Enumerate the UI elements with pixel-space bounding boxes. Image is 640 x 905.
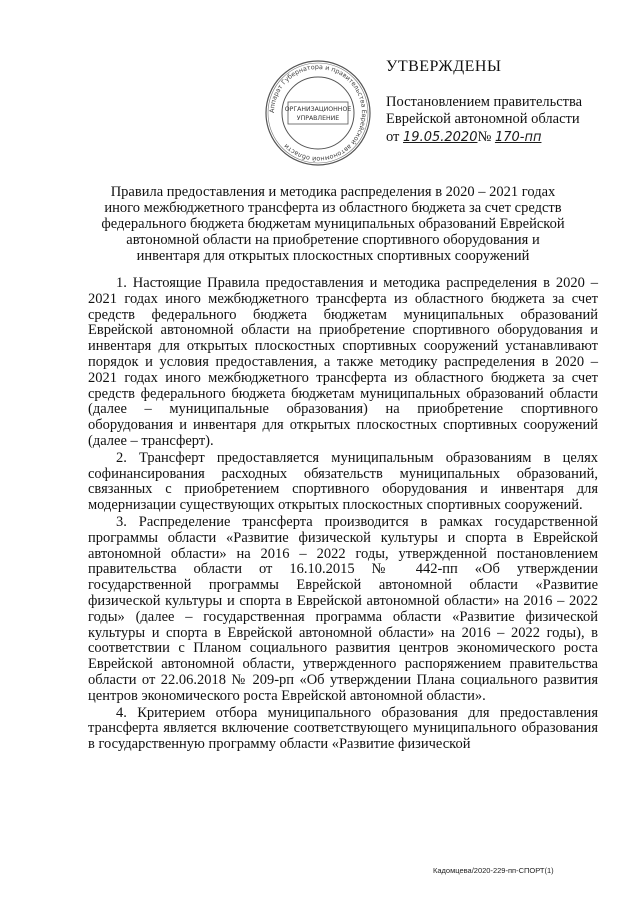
stamp-ring-text: Аппарат Губернатора и правительства Еврейской автономной области [267,62,369,164]
handwritten-date: 19.05.2020 [403,130,478,145]
handwritten-number: 170-пп [494,130,542,145]
document-heading: Правила предоставления и методика распределения в 2020 – 2021 годах иного межбюджетного трансферта из областного бюджета за счет средств федерального бюджета бюджетам муниципальных образований Еврейской автономной области на приобретение спортивного оборудования и инвентаря для открытых плоскостных спортивных сооружений [101,184,565,264]
organizational-department-stamp [258,58,378,168]
approval-line2: Еврейской автономной области [386,111,580,127]
paragraph-4: 4. Критерием отбора муниципального образования для предоставления трансферта является включение соответствующего муниципального образования в государственную программу области «Развитие физической [88,704,598,753]
approval-date-number [386,128,616,147]
paragraph-3: 3. Распределение трансферта производится в рамках государственной программы области «Развитие физической культуры и спорта в Еврейской автономной области» на 2016 – 2022 годы, утвержденной постановлением правительства области от 16.10.2015 № 442-пп «Об утверждении государственной программы Еврейской автономной области «Развитие физической культуры и спорта в Еврейской автономной области» на 2016 – 2022 годы» (далее – государственная программа области «Развитие физической культуры и спорта в Еврейской автономной области» на 2016 – 2022 годы), в соответствии с Планом социального развития центров экономического роста Еврейской автономной области, утвержденного распоряжением правительства области от 22.06.2018 № 209-рп «Об утверждении Плана социального развития центров экономического роста Еврейской автономной области». [88,513,598,704]
approval-title: УТВЕРЖДЕНЫ [386,58,502,75]
approval-block [386,56,616,147]
document-footer-reference: Кадомцева/2020-229-пп-СПОРТ(1) [433,866,554,875]
approval-line1: Постановлением правительства [386,94,583,110]
number-label: № [477,129,492,145]
document-body [88,276,598,753]
stamp-center-line1: ОРГАНИЗАЦИОННОЕ [284,106,352,113]
paragraph-1: 1. Настоящие Правила предоставления и методика распределения в 2020 – 2021 годах иного межбюджетного трансферта из областного бюджета за счет средств федерального бюджета бюджетам муниципальных образований Еврейской автономной области на приобретение спортивного оборудования и инвентаря для открытых плоскостных спортивных сооружений устанавливают порядок и условия предоставления, а также методику распределения в 2020 – 2021 годах иного межбюджетного трансферта из областного бюджета за счет средств федерального бюджета бюджетам муниципальных образований области (далее – муниципальные образования) на приобретение спортивного оборудования и инвентаря для открытых плоскостных спортивных сооружений (далее – трансферт). [88,275,598,449]
from-label: от [386,129,400,145]
paragraph-2: 2. Трансферт предоставляется муниципальным образованиям в целях софинансирования расходных обязательств муниципальных образований, связанных с приобретением спортивного оборудования и инвентаря для модернизации существующих открытых плоскостных спортивных сооружений. [88,449,598,514]
stamp-center-line2: УПРАВЛЕНИЕ [296,115,340,122]
